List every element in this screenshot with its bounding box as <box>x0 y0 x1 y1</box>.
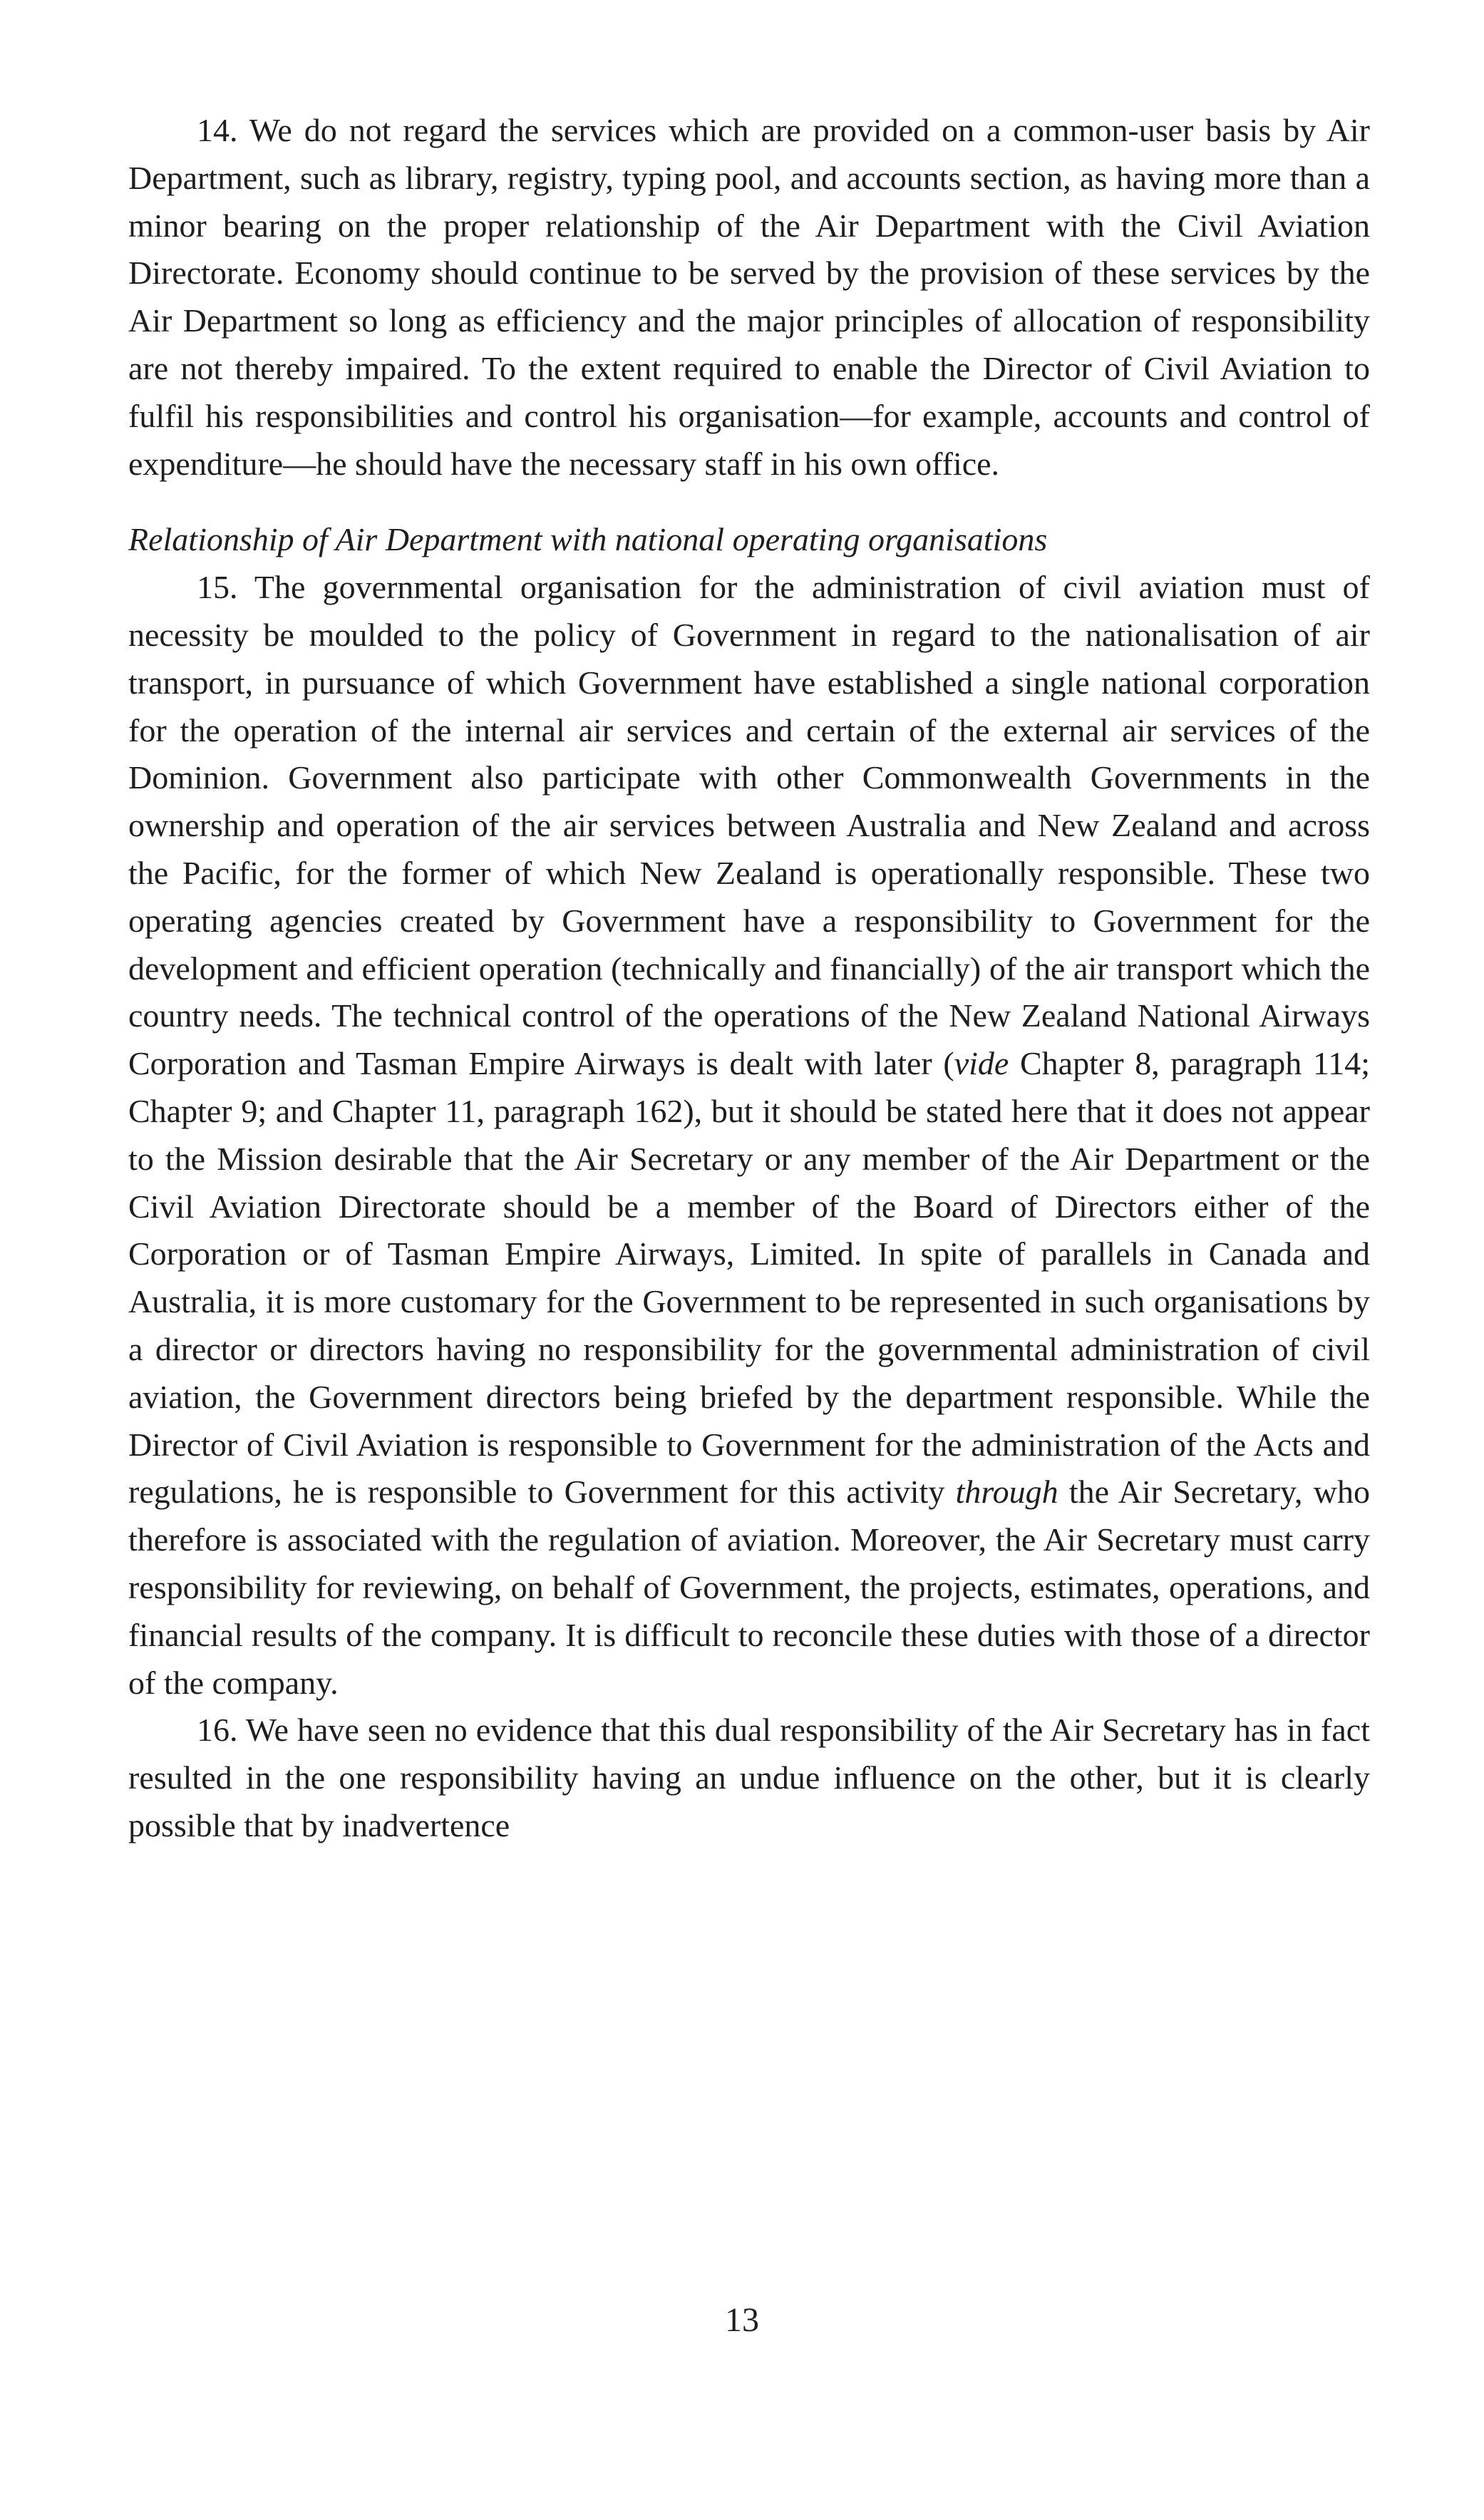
paragraph-15-part-2: Chapter 8, paragraph 114; Chapter 9; and Chapter 11, paragraph 162), but it should be stated here that it does not appear to the Mission desirable that the Air Secretary or any member of the Air Department or the Civil Aviation Directorate should be a member of the Board of Directors either of the Corporation or of Tasman Empire Airways, Limited. In spite of parallels in Canada and Australia, it is more customary for the Government to be represented in such organisations by a director or directors having no responsibility for the governmental administration of civil aviation, the Government directors being briefed by the department responsible. While the Director of Civil Aviation is responsible to Government for the administration of the Acts and regulations, he is responsible to Government for this activity <box>128 1045 1371 1511</box>
paragraph-15-through: through <box>955 1474 1058 1511</box>
paragraph-15-vide: vide <box>954 1045 1009 1082</box>
section-heading: Relationship of Air Department with national operating organisations <box>128 521 1048 558</box>
paragraph-16: 16. We have seen no evidence that this dual responsibility of the Air Secretary has in fact resulted in the one responsibility having an undue influence on the other, but it is clearly possible that by inadvertence <box>128 1712 1370 1843</box>
page-number: 13 <box>725 2301 759 2339</box>
paragraph-15-part-3: the Air Secretary, who therefore is associated with the regulation of aviation. Moreover, the Air Secretary must carry responsibility for reviewing, on behalf of Government, the projects, estimates, operations, and financial results of the company. It is difficult to reconcile these duties with those of a director of the company. <box>128 1474 1370 1701</box>
paragraph-15 <box>128 564 1370 1707</box>
document-page <box>128 107 1370 1850</box>
paragraph-14: 14. We do not regard the services which are provided on a common-user basis by Air Department, such as library, registry, typing pool, and accounts section, as having more than a minor bearing on the proper relationship of the Air Department with the Civil Aviation Directorate. Economy should continue to be served by the provision of these services by the Air Department so long as efficiency and the major principles of allocation of responsibility are not thereby impaired. To the extent required to enable the Director of Civil Aviation to fulfil his responsibilities and control his organisation—for example, accounts and control of expenditure—he should have the necessary staff in his own office. <box>128 112 1370 482</box>
paragraph-15-part-1: 15. The governmental organisation for the administration of civil aviation must of necessity be moulded to the policy of Government in regard to the nationalisation of air transport, in pursuance of which Government have established a single national corporation for the operation of the internal air services and certain of the external air services of the Dominion. Government also participate with other Commonwealth Governments in the ownership and operation of the air services between Australia and New Zealand and across the Pacific, for the former of which New Zealand is operationally responsible. These two operating agencies created by Government have a responsibility to Government for the development and efficient operation (technically and financially) of the air transport which the country needs. The technical control of the operations of the New Zealand National Airways Corporation and Tasman Empire Airways is dealt with later ( <box>128 569 1370 1082</box>
